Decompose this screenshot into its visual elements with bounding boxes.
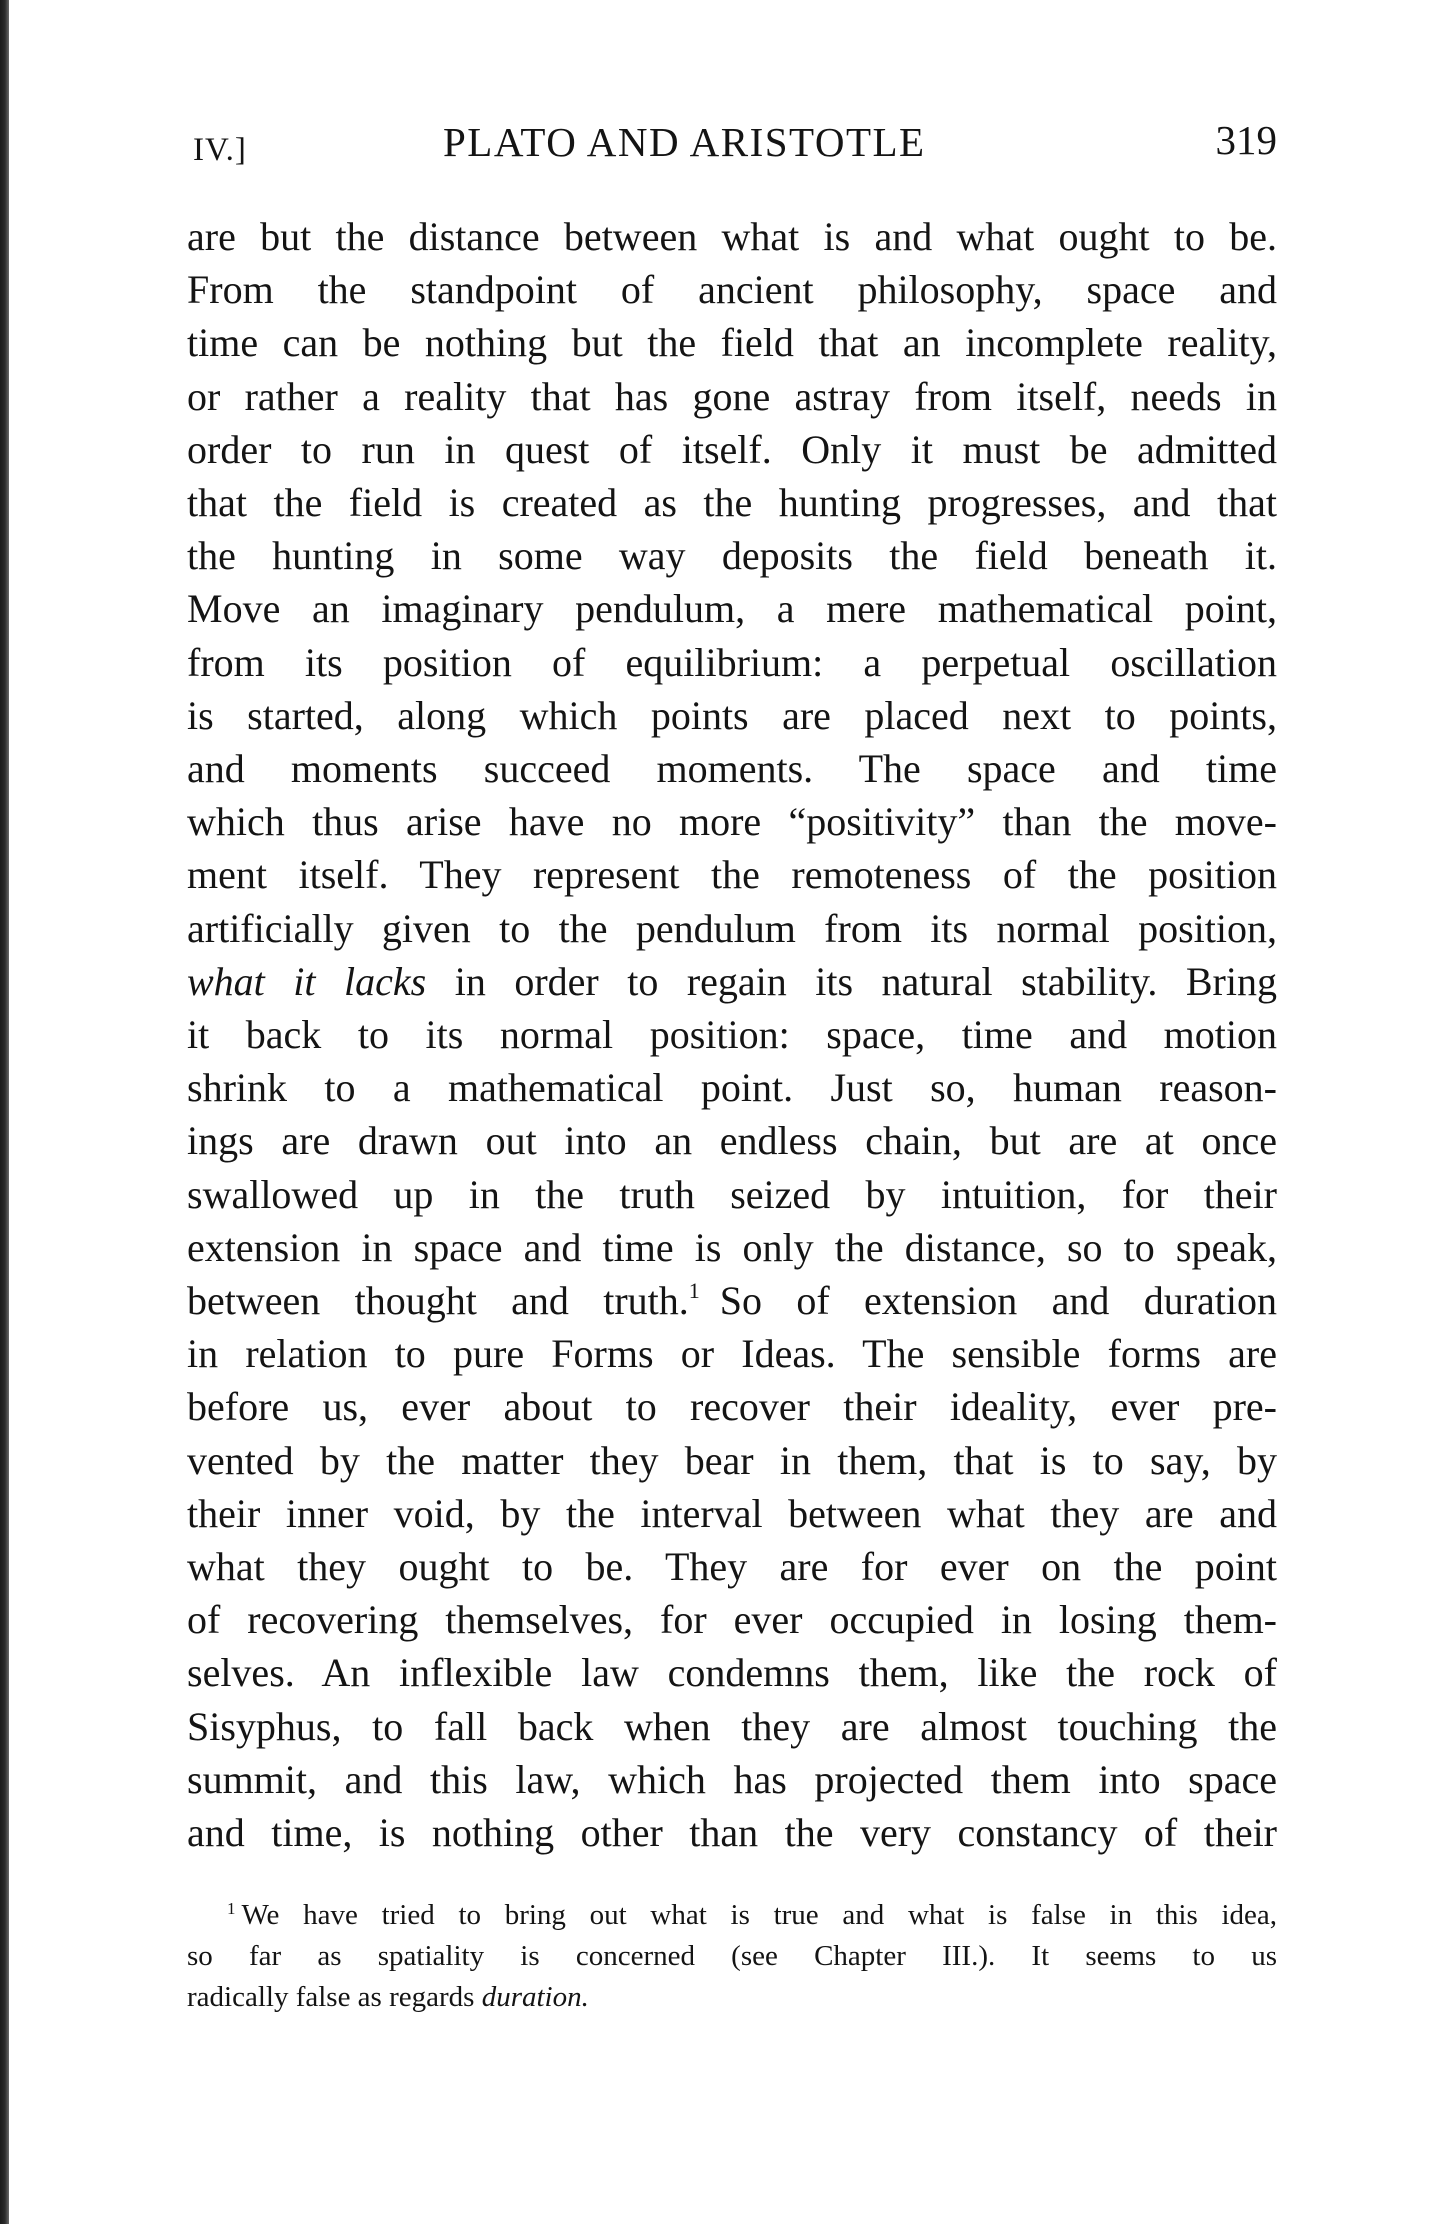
text-line: artificially given to the pendulum from its normal position, [187,905,1277,951]
text-line: what they ought to be. They are for ever on the point [187,1544,1277,1590]
footnote-marker: 1 [227,1899,236,1918]
text-line: and moments succeed moments. The space and time [187,746,1277,792]
text-line: in relation to pure Forms or Ideas. The sensible forms are [187,1331,1277,1377]
book-spine-shadow [0,0,9,2224]
footnote [187,1895,1277,2018]
text-line-rest: in order to regain its natural stability. Bring [454,958,1277,1004]
running-title: PLATO AND ARISTOTLE [443,119,926,165]
text-line: the hunting in some way deposits the field beneath it. [187,533,1277,579]
text-line: ment itself. They represent the remoteness of the position [187,852,1277,898]
book-page [187,110,1278,2013]
text-line: swallowed up in the truth seized by intuition, for their [187,1171,1277,1217]
text-line: or rather a reality that has gone astray from itself, needs in [187,373,1277,419]
text-line: their inner void, by the interval between what they are and [187,1490,1277,1536]
body-text [187,210,1277,1859]
text-line: of recovering themselves, for ever occupied in losing them- [187,1597,1277,1643]
emphasis-what-it-lacks: what it lacks [187,958,427,1004]
text-line: are but the distance between what is and what ought to be. [187,214,1277,259]
text-line: is started, along which points are placed next to points, [187,692,1277,738]
text-line: ings are drawn out into an endless chain, but are at once [187,1118,1277,1164]
footnote-emphasis: duration. [481,1981,589,2013]
footnote-line [187,1895,1277,1936]
text-line [187,1274,1277,1327]
footnote-text: We have tried to bring out what is true and what is false in this idea, [241,1899,1277,1931]
text-line: selves. An inflexible law condemns them, like the rock of [187,1650,1277,1696]
text-line: From the standpoint of ancient philosophy, space and [187,267,1277,313]
page-number: 319 [1215,117,1277,163]
footnote-text: radically false as regards [187,1981,475,2013]
footnote-reference: 1 [688,1278,700,1304]
text-line: Move an imaginary pendulum, a mere mathematical point, [187,586,1277,632]
text-line: and time, is nothing other than the very constancy of their [187,1810,1277,1856]
text-line-part: between thought and truth. [187,1278,689,1324]
text-line: it back to its normal position: space, time and motion [187,1012,1277,1058]
text-line: from its position of equilibrium: a perpetual oscillation [187,639,1277,685]
text-line: shrink to a mathematical point. Just so, human reason- [187,1065,1277,1111]
text-line: vented by the matter they bear in them, that is to say, by [187,1437,1277,1483]
text-line: summit, and this law, which has projected them into space [187,1756,1277,1802]
running-head [187,110,1277,180]
text-line: order to run in quest of itself. Only it must be admitted [187,426,1277,472]
text-line: that the field is created as the hunting progresses, and that [187,480,1277,526]
text-line: before us, ever about to recover their ideality, ever pre- [187,1384,1277,1430]
footnote-line [187,1977,1277,2018]
footnote-line: so far as spatiality is concerned (see Chapter III.). It seems to us [187,1940,1277,1972]
text-line: which thus arise have no more “positivity” than the move- [187,799,1277,845]
text-line-part: So of extension and duration [719,1278,1278,1324]
chapter-number: IV.] [193,132,247,168]
text-line: extension in space and time is only the distance, so to speak, [187,1224,1277,1270]
text-line: Sisyphus, to fall back when they are almost touching the [187,1703,1277,1749]
text-line [187,955,1277,1008]
text-line: time can be nothing but the field that an incomplete reality, [187,320,1277,366]
